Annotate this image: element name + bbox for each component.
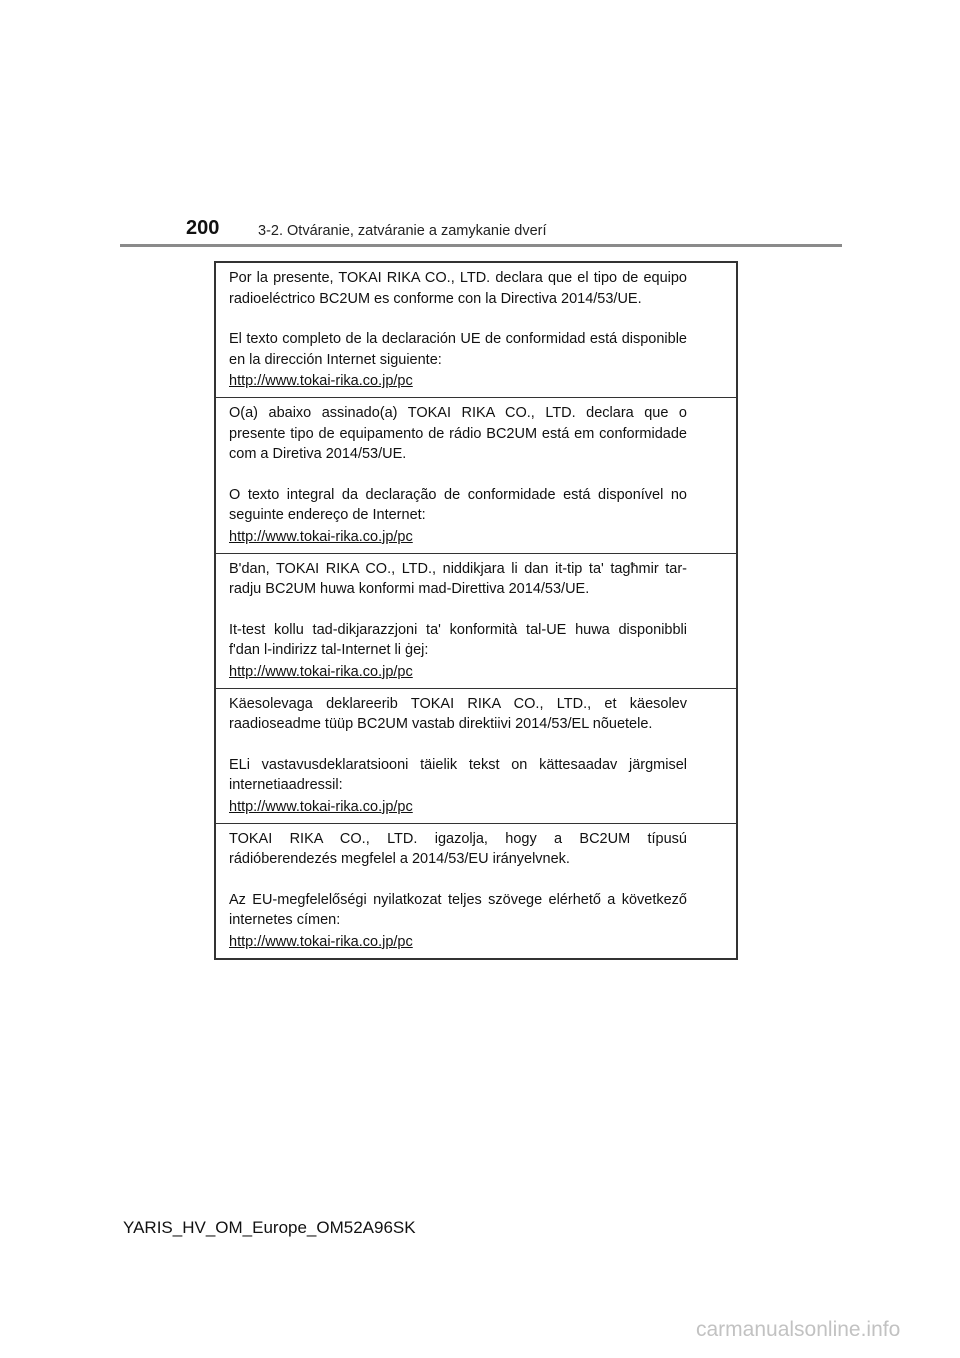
- declaration-url-link[interactable]: http://www.tokai-rika.co.jp/pc: [229, 528, 413, 545]
- header-divider: [120, 244, 842, 247]
- document-code: YARIS_HV_OM_Europe_OM52A96SK: [123, 1218, 416, 1237]
- declaration-availability: El texto completo de la declaración UE de conformidad está disponible en la dirección Internet siguiente:: [229, 331, 687, 368]
- declaration-box-maltese: [216, 553, 736, 688]
- declaration-url-link[interactable]: http://www.tokai-rika.co.jp/pc: [229, 663, 413, 680]
- declaration-availability: ELi vastavusdeklaratsiooni täielik tekst on kättesaadav järgmisel internetiaadressil:: [229, 756, 687, 793]
- declaration-box-spanish: [216, 263, 736, 397]
- declaration-statement: TOKAI RIKA CO., LTD. igazolja, hogy a BC2UM típusú rádióberendezés megfelel a 2014/53/EU irányelvnek.: [229, 830, 687, 867]
- declaration-statement: Käesolevaga deklareerib TOKAI RIKA CO., LTD., et käesolev raadioseadme tüüp BC2UM vastab direktiivi 2014/53/EL nõuetele.: [229, 695, 687, 732]
- section-title: 3-2. Otváranie, zatváranie a zamykanie dverí: [258, 223, 547, 239]
- declaration-availability: Az EU-megfelelőségi nyilatkozat teljes szövege elérhető a következő internetes címen:: [229, 891, 687, 928]
- declaration-url-link[interactable]: http://www.tokai-rika.co.jp/pc: [229, 798, 413, 815]
- declarations-table: [214, 261, 738, 960]
- declaration-availability: O texto integral da declaração de conformidade está disponível no seguinte endereço de Internet:: [229, 486, 687, 523]
- page-number: 200: [186, 217, 220, 239]
- declaration-url-link[interactable]: http://www.tokai-rika.co.jp/pc: [229, 933, 413, 950]
- site-watermark: carmanualsonline.info: [696, 1318, 901, 1341]
- declaration-box-portuguese: [216, 397, 736, 553]
- declaration-box-estonian: [216, 688, 736, 823]
- declaration-box-hungarian: [216, 823, 736, 958]
- declaration-availability: It-test kollu tad-dikjarazzjoni ta' konformità tal-UE huwa disponibbli f'dan l-indirizz tal-Internet li ġej:: [229, 621, 687, 658]
- declaration-statement: O(a) abaixo assinado(a) TOKAI RIKA CO., LTD. declara que o presente tipo de equipamento de rádio BC2UM está em conformidade com a Diretiva 2014/53/UE.: [229, 405, 687, 462]
- declaration-statement: Por la presente, TOKAI RIKA CO., LTD. declara que el tipo de equipo radioeléctrico BC2UM es conforme con la Directiva 2014/53/UE.: [229, 270, 687, 307]
- declaration-statement: B'dan, TOKAI RIKA CO., LTD., niddikjara li dan it-tip ta' tagħmir tar-radju BC2UM huwa konformi mad-Direttiva 2014/53/UE.: [229, 560, 687, 597]
- declaration-url-link[interactable]: http://www.tokai-rika.co.jp/pc: [229, 373, 413, 389]
